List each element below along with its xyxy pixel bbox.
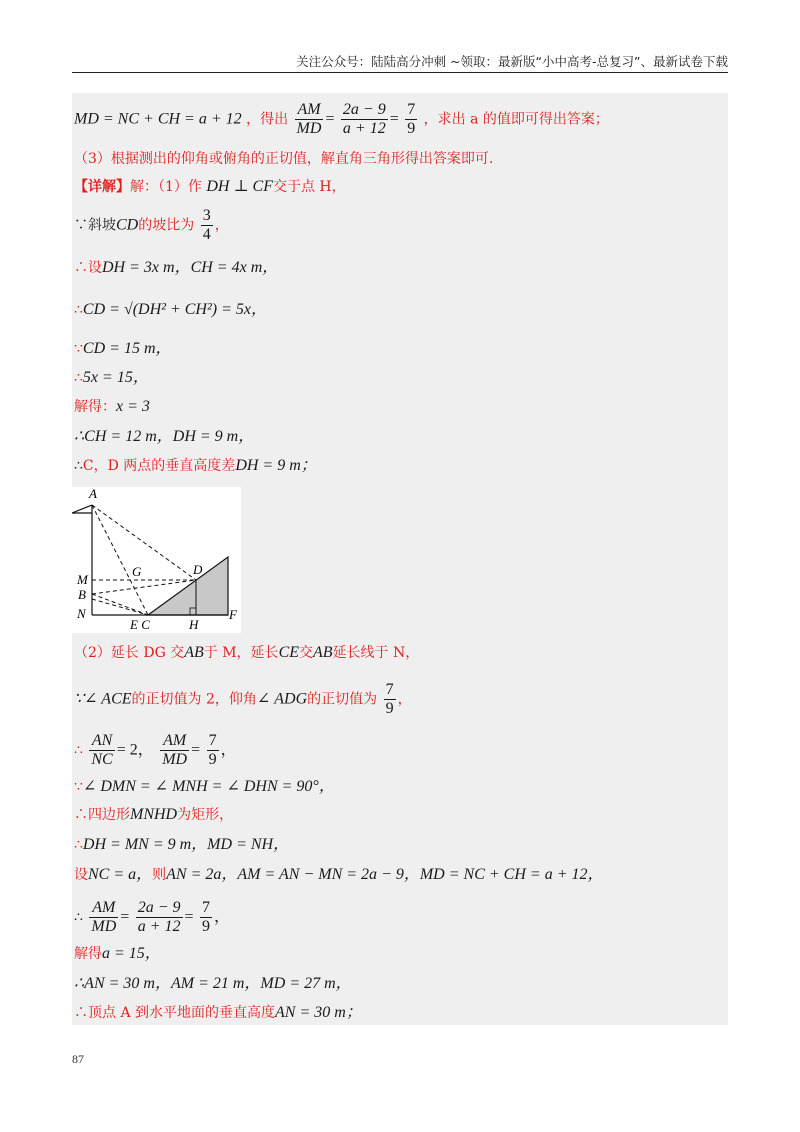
page-header: 关注公众号：陆陆高分冲刺 ~领取：最新版“小中高考-总复习”、最新试卷下载 xyxy=(296,54,728,69)
text-line-12 xyxy=(74,644,419,662)
text-line-10: ∴CH = 12 m，DH = 9 m， xyxy=(74,428,255,445)
line-BE xyxy=(92,599,148,615)
numerator: 3 xyxy=(202,207,211,224)
text-line-4 xyxy=(74,207,229,244)
text: ∴四边形 xyxy=(74,807,130,823)
math: AB xyxy=(313,644,333,661)
fraction xyxy=(295,101,324,138)
denominator: 9 xyxy=(208,751,217,768)
label-G: G xyxy=(132,564,142,579)
numerator: AM xyxy=(295,101,324,120)
math: CD = 15 m， xyxy=(82,340,172,357)
text-line-18 xyxy=(74,866,604,884)
numerator: AM xyxy=(89,899,118,918)
denominator: 9 xyxy=(202,918,211,935)
math: AN = 30 m； xyxy=(275,1004,362,1021)
text: ∵ xyxy=(74,779,83,795)
text-line-17 xyxy=(74,836,289,854)
numerator: 7 xyxy=(407,101,416,118)
text: 解：（1）作 xyxy=(130,179,202,195)
numerator: 7 xyxy=(208,732,217,749)
math: CD xyxy=(116,216,139,234)
text: ∴ xyxy=(74,302,83,318)
denominator: NC xyxy=(91,751,113,768)
text: ， xyxy=(397,691,412,708)
page-number: 87 xyxy=(72,1052,84,1066)
text-line-8 xyxy=(74,369,149,387)
text: 设 xyxy=(74,867,88,883)
text: ∴ xyxy=(74,458,83,474)
formula-line-1: MD = NC + CH = a + 12 ，得出 $\frac{AM}{MD}$ = $\frac{2a - 9}{a + 12}$ = $\frac{7}{9}$ ，求出 a 的值即可得出答案； xyxy=(74,101,609,137)
text-line-5 xyxy=(74,259,278,277)
text: ，得出 xyxy=(246,111,289,128)
geometry-diagram xyxy=(72,487,241,633)
text: 交于点 H， xyxy=(272,179,346,195)
math: DH ⊥ CF xyxy=(206,178,273,195)
text-line-22 xyxy=(74,1004,362,1022)
denominator: 4 xyxy=(202,226,211,243)
numerator: 7 xyxy=(385,681,394,698)
math: DH = 3x m，CH = 4x m， xyxy=(102,259,279,276)
label-H: H xyxy=(189,617,199,632)
text: 延长线于 N， xyxy=(332,645,420,661)
fraction xyxy=(89,732,114,769)
text: ， xyxy=(220,741,237,759)
label-B: B xyxy=(78,587,86,602)
text: ，求出 a 的值即可得出答案； xyxy=(423,111,609,128)
math: ∠ ADG xyxy=(256,690,308,708)
text-line-3 xyxy=(74,178,346,196)
text: = xyxy=(120,908,130,926)
text-line-19 xyxy=(74,899,230,936)
text: ∴ xyxy=(74,742,83,759)
fraction xyxy=(200,899,212,936)
text-line-6 xyxy=(74,301,267,319)
text-line-9 xyxy=(74,398,150,416)
fraction xyxy=(207,732,219,769)
text: ， xyxy=(214,908,231,926)
numerator: 2a − 9 xyxy=(137,899,181,916)
denominator: 9 xyxy=(407,120,416,137)
text: ∴设 xyxy=(74,260,102,276)
label-M: M xyxy=(77,572,88,587)
fraction xyxy=(136,899,183,936)
text: ∴ xyxy=(74,370,83,386)
denominator: MD xyxy=(91,918,117,935)
text: ∵斜坡 xyxy=(74,217,116,234)
text: ∴顶点 A 到水平地面的垂直高度 xyxy=(74,1005,276,1021)
line-AC xyxy=(92,505,148,615)
math: x = 3 xyxy=(116,398,150,415)
math: DH = 9 m； xyxy=(235,457,317,474)
label-N: N xyxy=(77,606,86,621)
label-F: F xyxy=(229,607,237,622)
text: MD = NC + CH = a + 12 xyxy=(74,110,242,128)
line-BC xyxy=(92,594,148,615)
text-line-7 xyxy=(74,340,172,358)
math: ∵∠ ACE xyxy=(74,690,132,708)
math: NC = a， xyxy=(88,866,153,883)
denominator: MD xyxy=(296,120,322,137)
line-AD xyxy=(92,505,196,580)
numerator: 7 xyxy=(202,899,211,916)
text-line-15 xyxy=(74,778,335,796)
text: 交 xyxy=(299,645,314,661)
text-line-16 xyxy=(74,806,233,824)
text: 解得 xyxy=(74,946,102,962)
denominator: MD xyxy=(162,751,188,768)
text-line-21: ∴AN = 30 m，AM = 21 m，MD = 27 m， xyxy=(74,975,352,992)
fraction xyxy=(160,732,189,769)
text: = 2， xyxy=(116,741,154,759)
math: 5x = 15， xyxy=(82,369,149,386)
text: 解得： xyxy=(74,399,116,415)
fraction xyxy=(384,681,396,718)
text: = xyxy=(184,908,194,926)
label-A: A xyxy=(89,487,97,501)
text: ∴ xyxy=(74,909,83,926)
numerator: 2a − 9 xyxy=(342,101,386,118)
fraction xyxy=(89,899,118,936)
fraction xyxy=(201,207,213,244)
text: C，D 两点的垂直高度差 xyxy=(82,458,236,474)
text: 则 xyxy=(152,867,167,883)
header-divider xyxy=(72,72,728,73)
numerator: AM xyxy=(160,732,189,751)
text-line-11 xyxy=(74,457,317,475)
roof-shape xyxy=(72,505,92,513)
text-line-2: （3）根据测出的仰角或俯角的正切值，解直角三角形得出答案即可. xyxy=(74,151,494,167)
text: 为矩形， xyxy=(177,807,234,823)
text: 的坡比为 xyxy=(138,217,195,234)
text: 于 M，延长 xyxy=(203,645,279,661)
text: ∴ xyxy=(74,837,83,853)
text: （2）延长 DG 交 xyxy=(74,645,185,661)
math: AB xyxy=(184,644,204,661)
text: 的正切值为 2，仰角 xyxy=(131,691,257,708)
denominator: a + 12 xyxy=(137,918,181,935)
math: MNHD xyxy=(130,806,178,823)
math: a = 15， xyxy=(102,945,161,962)
text-line-14 xyxy=(74,732,237,769)
text-line-13 xyxy=(74,681,412,718)
text-line-20 xyxy=(74,945,161,963)
math: CE xyxy=(278,644,300,661)
text: = xyxy=(191,741,201,759)
text: 的正切值为 xyxy=(307,691,378,708)
math: DH = MN = 9 m，MD = NH， xyxy=(82,836,290,853)
slope-triangle xyxy=(148,557,228,615)
label-D: D xyxy=(193,562,203,577)
detail-heading: 【详解】 xyxy=(74,179,130,195)
text: ∵ xyxy=(74,341,83,357)
math: ∠ DMN = ∠ MNH = ∠ DHN = 90°， xyxy=(82,778,335,795)
label-EC: E C xyxy=(130,617,150,632)
denominator: a + 12 xyxy=(342,120,386,137)
text: ， xyxy=(214,217,229,234)
math: AN = 2a，AM = AN − MN = 2a − 9，MD = NC + CH = a + 12， xyxy=(166,866,604,883)
numerator: AN xyxy=(89,732,114,751)
fraction xyxy=(405,101,417,138)
math: CD = √(DH² + CH²) = 5x， xyxy=(82,301,268,318)
geometry-figure xyxy=(72,487,241,633)
fraction xyxy=(341,101,388,138)
denominator: 9 xyxy=(385,700,394,717)
